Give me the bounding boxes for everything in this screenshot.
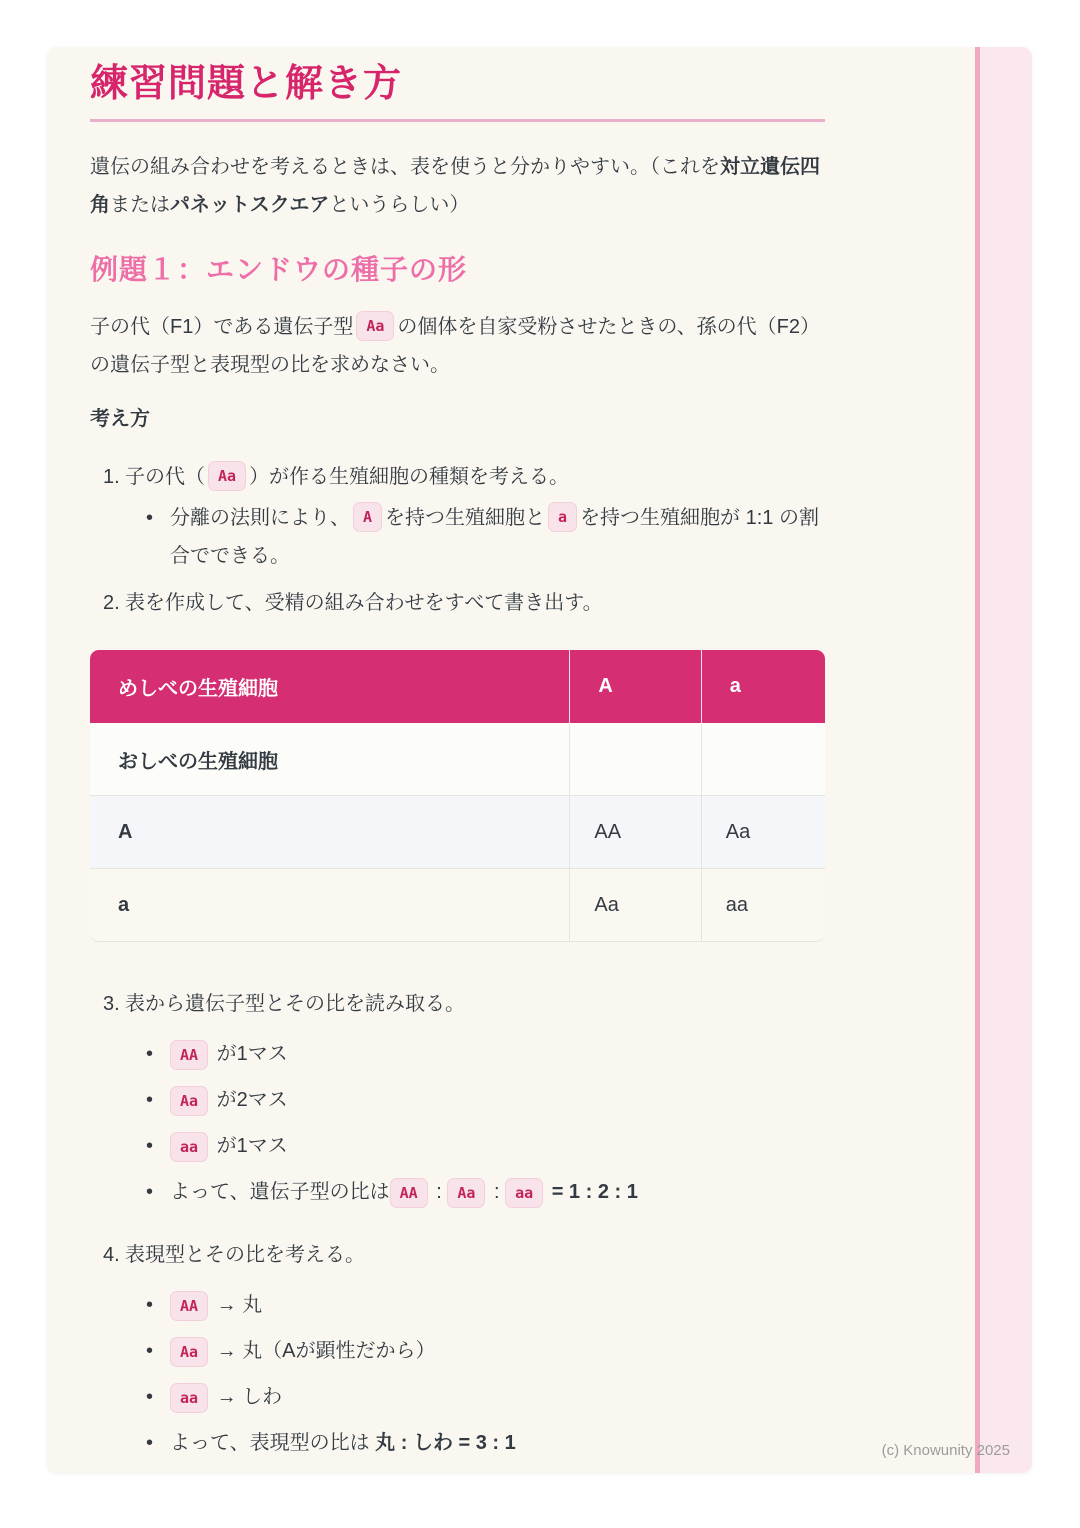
step-body [125,1236,825,1473]
step-text: 表を作成して、受精の組み合わせをすべて書き出す。 [125,592,603,614]
text-run: : [430,1181,448,1203]
text-run: 子の代（ [125,466,205,488]
step-body [125,584,825,622]
text-run: よって、遺伝子型の比は [170,1181,390,1203]
text-run: の個体を自家受粉させたときの、孫の代（F2）の遺伝子型と表現型の比を求めなさい。 [90,316,820,376]
bold-text: = 1 : 2 : 1 [546,1181,638,1203]
bullet-text [170,1177,825,1208]
table-header-row [90,650,825,723]
bullet-item [125,1290,825,1321]
page-edge-accent-strip [975,47,1032,1473]
steps-list-2 [90,985,825,1473]
code-badge: AA [390,1178,428,1208]
table-header-cell-A: A [570,650,701,723]
step-body [125,985,825,1223]
code-badge: aa [505,1178,543,1208]
table-row-stamen [90,723,825,796]
table-row-A [90,796,825,869]
table-cell [702,723,825,796]
code-badge: Aa [356,311,394,341]
code-badge: Aa [208,461,246,491]
steps-list-1 [90,458,825,622]
text-run: → しわ [211,1386,283,1408]
step-marker: 2. [103,592,120,614]
document-page [47,47,1032,1473]
bullet-text [170,1290,825,1321]
text-run: 子の代（F1）である遺伝子型 [90,316,354,338]
text-run: を持つ生殖細胞が 1:1 の割合でできる。 [170,507,819,567]
text-run: または [110,194,170,216]
table-cell: AA [570,796,701,869]
step-item-4 [90,1236,825,1473]
bullet-item [125,1336,825,1367]
page-content [47,47,825,1473]
code-badge: aa [170,1132,208,1162]
step-item-3 [90,985,825,1223]
punnett-square-table [90,650,825,942]
bold-text: パネットスクエア [170,194,330,216]
step-marker: 4. [103,1244,120,1266]
title-divider [90,119,825,122]
bullet-text [170,1336,825,1367]
text-run: → 丸（Aが顕性だから） [211,1340,436,1362]
step-text: 表現型とその比を考える。 [125,1244,365,1266]
bullet-text [170,1131,825,1162]
step-item-2 [90,584,825,622]
phenotype-bullet-list [125,1290,825,1458]
code-badge: Aa [170,1337,208,1367]
bullet-text [170,1085,825,1116]
sub-bullet-list [125,499,825,575]
genotype-bullet-list [125,1039,825,1208]
text-run: よって、表現型の比は [170,1432,376,1454]
table-cell: aa [702,869,825,942]
code-badge: AA [170,1040,208,1070]
bold-text: 丸 : しわ = 3 : 1 [375,1432,516,1454]
text-run: を持つ生殖細胞と [385,507,546,529]
footer-credit: (c) Knowunity 2025 [881,1442,1010,1459]
sub-bullet-item [125,499,825,575]
step-text: 表から遺伝子型とその比を読み取る。 [125,993,465,1015]
code-badge: a [548,502,577,532]
bullet-item [125,1039,825,1070]
text-run: 分離の法則により、 [170,507,350,529]
table-body [90,723,825,942]
table-cell: Aa [570,869,701,942]
text-run: : [488,1181,506,1203]
text-run: が1マス [211,1135,288,1157]
text-run: → 丸 [211,1294,263,1316]
table-row-label: おしべの生殖細胞 [90,723,570,796]
intro-paragraph [90,148,825,224]
table-header-cell-pistil: めしべの生殖細胞 [90,650,570,723]
step-item-1 [90,458,825,575]
code-badge: AA [170,1291,208,1321]
step-body [125,458,825,575]
table-row-label: a [90,869,570,942]
step-marker: 3. [103,993,120,1015]
bold-text: 対立遺伝四角 [90,156,820,216]
bullet-item [125,1131,825,1162]
example-heading: 例題１：エンドウの種子の形 [90,254,468,285]
bullet-item-genotype-ratio [125,1177,825,1208]
step-marker: 1. [103,466,120,488]
bullet-item [125,1085,825,1116]
bullet-item-phenotype-ratio [125,1428,825,1458]
bullet-text [170,499,825,575]
bullet-text [170,1428,825,1458]
table-header [90,650,825,723]
step-text [125,458,825,496]
text-run: というらしい） [329,194,470,216]
table-cell: Aa [702,796,825,869]
code-badge: Aa [170,1086,208,1116]
bullet-text [170,1039,825,1070]
table-cell [570,723,701,796]
approach-heading: 考え方 [90,408,150,430]
bullet-text [170,1382,825,1413]
text-run: 遺伝の組み合わせを考えるときは、表を使うと分かりやすい。（これを [90,156,720,178]
problem-statement [90,308,825,384]
code-badge: aa [170,1383,208,1413]
text-run: が1マス [211,1043,288,1065]
text-run: ）が作る生殖細胞の種類を考える。 [249,466,570,488]
page-title: 練習問題と解き方 [90,63,403,105]
bullet-item [125,1382,825,1413]
text-run: が2マス [211,1089,288,1111]
table-row-label: A [90,796,570,869]
table-header-cell-a: a [702,650,825,723]
code-badge: Aa [447,1178,485,1208]
code-badge: A [353,502,382,532]
table-row-a [90,869,825,942]
